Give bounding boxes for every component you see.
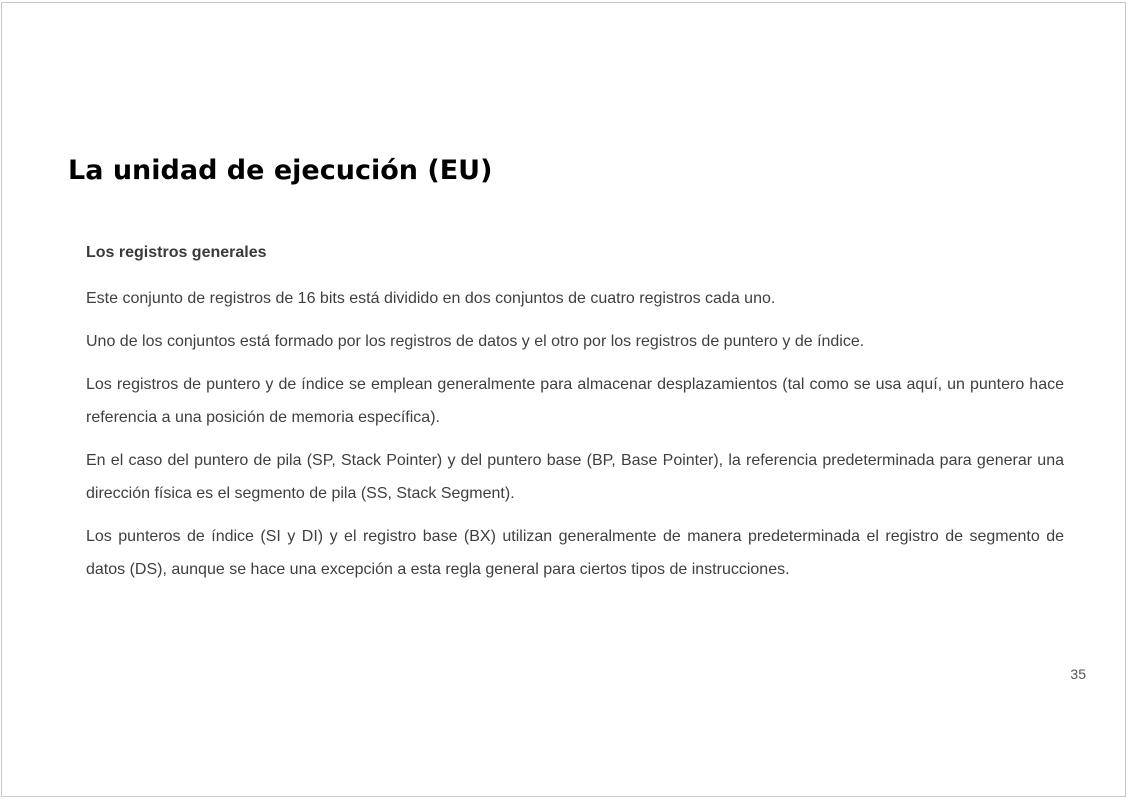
slide [1,2,1126,797]
slide-content [86,241,1064,596]
page-number: 35 [1070,666,1086,682]
paragraph: Los registros de puntero y de índice se emplean generalmente para almacenar desplazamientos (tal como se usa aquí, un puntero hace referencia a una posición de memoria específica). [86,376,1064,426]
slide-title: La unidad de ejecución (EU) [68,155,493,186]
paragraph: Este conjunto de registros de 16 bits está dividido en dos conjuntos de cuatro registros cada uno. [86,290,776,307]
paragraph: En el caso del puntero de pila (SP, Stack Pointer) y del puntero base (BP, Base Pointer), la referencia predeterminada para generar una dirección física es el segmento de pila (SS, Stack Segment). [86,452,1064,502]
paragraph: Los punteros de índice (SI y DI) y el registro base (BX) utilizan generalmente de manera predeterminada el registro de segmento de datos (DS), aunque se hace una excepción a esta regla general para ciertos tipos de instrucciones. [86,528,1064,578]
paragraph: Uno de los conjuntos está formado por los registros de datos y el otro por los registros de puntero y de índice. [86,333,865,350]
section-subtitle: Los registros generales [86,244,267,261]
